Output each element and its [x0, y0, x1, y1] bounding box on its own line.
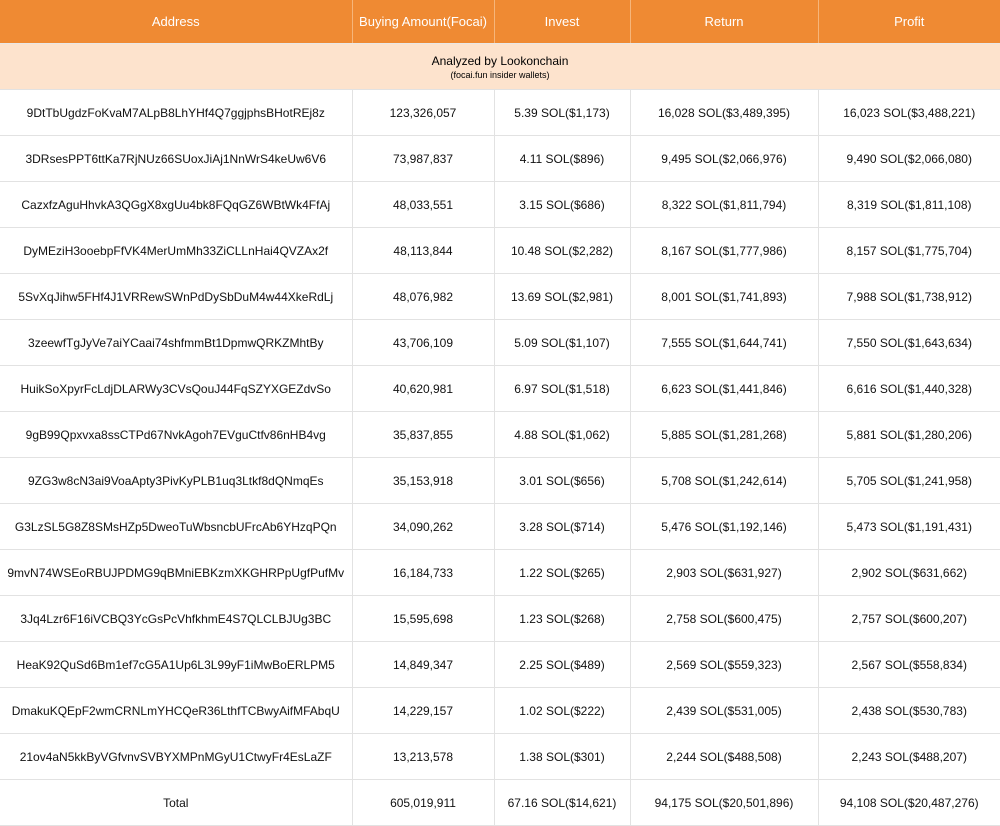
table-row [0, 458, 1000, 504]
cell-return: 5,476 SOL($1,192,146) [630, 504, 818, 550]
cell-return: 6,623 SOL($1,441,846) [630, 366, 818, 412]
header-row [0, 0, 1000, 44]
cell-return: 2,439 SOL($531,005) [630, 688, 818, 734]
analysis-note-row [0, 44, 1000, 90]
cell-buying-amount: 14,229,157 [352, 688, 494, 734]
cell-buying-amount: 48,076,982 [352, 274, 494, 320]
cell-buying-amount: 15,595,698 [352, 596, 494, 642]
cell-invest: 2.25 SOL($489) [494, 642, 630, 688]
cell-address: HuikSoXpyrFcLdjDLARWy3CVsQouJ44FqSZYXGEZdvSo [0, 366, 352, 412]
analysis-note-section [0, 44, 1000, 90]
table-row [0, 504, 1000, 550]
cell-return: 2,244 SOL($488,508) [630, 734, 818, 780]
cell-profit: 5,705 SOL($1,241,958) [818, 458, 1000, 504]
cell-invest: 1.38 SOL($301) [494, 734, 630, 780]
table-header [0, 0, 1000, 44]
table-row [0, 596, 1000, 642]
cell-buying-amount: 123,326,057 [352, 90, 494, 136]
cell-invest: 5.39 SOL($1,173) [494, 90, 630, 136]
table-row [0, 734, 1000, 780]
table-row [0, 136, 1000, 182]
table-row [0, 550, 1000, 596]
cell-profit: 2,243 SOL($488,207) [818, 734, 1000, 780]
cell-profit: 8,319 SOL($1,811,108) [818, 182, 1000, 228]
cell-invest: 1.22 SOL($265) [494, 550, 630, 596]
cell-profit: 2,757 SOL($600,207) [818, 596, 1000, 642]
cell-profit: 5,881 SOL($1,280,206) [818, 412, 1000, 458]
cell-address: 9gB99Qpxvxa8ssCTPd67NvkAgoh7EVguCtfv86nHB4vg [0, 412, 352, 458]
table-row [0, 320, 1000, 366]
cell-buying-amount: 14,849,347 [352, 642, 494, 688]
cell-profit: 9,490 SOL($2,066,080) [818, 136, 1000, 182]
cell-return: 8,322 SOL($1,811,794) [630, 182, 818, 228]
cell-address: 3DRsesPPT6ttKa7RjNUz66SUoxJiAj1NnWrS4keUw6V6 [0, 136, 352, 182]
cell-return: 5,708 SOL($1,242,614) [630, 458, 818, 504]
total-profit: 94,108 SOL($20,487,276) [818, 780, 1000, 826]
total-invest: 67.16 SOL($14,621) [494, 780, 630, 826]
header-address: Address [0, 0, 352, 44]
cell-buying-amount: 40,620,981 [352, 366, 494, 412]
cell-address: 9mvN74WSEoRBUJPDMG9qBMniEBKzmXKGHRPpUgfPufMv [0, 550, 352, 596]
cell-invest: 4.88 SOL($1,062) [494, 412, 630, 458]
header-buying-amount: Buying Amount(Focai) [352, 0, 494, 44]
table-body [0, 90, 1000, 826]
cell-buying-amount: 35,153,918 [352, 458, 494, 504]
cell-invest: 3.01 SOL($656) [494, 458, 630, 504]
cell-profit: 16,023 SOL($3,488,221) [818, 90, 1000, 136]
cell-profit: 6,616 SOL($1,440,328) [818, 366, 1000, 412]
cell-address: 5SvXqJihw5FHf4J1VRRewSWnPdDySbDuM4w44XkeRdLj [0, 274, 352, 320]
cell-buying-amount: 73,987,837 [352, 136, 494, 182]
cell-invest: 5.09 SOL($1,107) [494, 320, 630, 366]
cell-return: 9,495 SOL($2,066,976) [630, 136, 818, 182]
cell-profit: 5,473 SOL($1,191,431) [818, 504, 1000, 550]
cell-address: DyMEziH3ooebpFfVK4MerUmMh33ZiCLLnHai4QVZAx2f [0, 228, 352, 274]
cell-invest: 13.69 SOL($2,981) [494, 274, 630, 320]
cell-address: 3Jq4Lzr6F16iVCBQ3YcGsPcVhfkhmE4S7QLCLBJUg3BC [0, 596, 352, 642]
table-row [0, 366, 1000, 412]
total-row [0, 780, 1000, 826]
cell-invest: 3.15 SOL($686) [494, 182, 630, 228]
cell-address: 3zeewfTgJyVe7aiYCaai74shfmmBt1DpmwQRKZMhtBy [0, 320, 352, 366]
cell-buying-amount: 16,184,733 [352, 550, 494, 596]
cell-return: 5,885 SOL($1,281,268) [630, 412, 818, 458]
cell-return: 8,001 SOL($1,741,893) [630, 274, 818, 320]
cell-profit: 7,550 SOL($1,643,634) [818, 320, 1000, 366]
header-profit: Profit [818, 0, 1000, 44]
cell-address: 9ZG3w8cN3ai9VoaApty3PivKyPLB1uq3Ltkf8dQNmqEs [0, 458, 352, 504]
cell-buying-amount: 35,837,855 [352, 412, 494, 458]
cell-return: 16,028 SOL($3,489,395) [630, 90, 818, 136]
table-row [0, 90, 1000, 136]
cell-address: 21ov4aN5kkByVGfvnvSVBYXMPnMGyU1CtwyFr4EsLaZF [0, 734, 352, 780]
cell-return: 7,555 SOL($1,644,741) [630, 320, 818, 366]
cell-address: 9DtTbUgdzFoKvaM7ALpB8LhYHf4Q7ggjphsBHotREj8z [0, 90, 352, 136]
cell-buying-amount: 34,090,262 [352, 504, 494, 550]
cell-address: DmakuKQEpF2wmCRNLmYHCQeR36LthfTCBwyAifMFAbqU [0, 688, 352, 734]
cell-invest: 10.48 SOL($2,282) [494, 228, 630, 274]
cell-profit: 2,567 SOL($558,834) [818, 642, 1000, 688]
total-buying-amount: 605,019,911 [352, 780, 494, 826]
note-subtitle: (focai.fun insider wallets) [450, 69, 550, 80]
table-row [0, 228, 1000, 274]
cell-return: 2,569 SOL($559,323) [630, 642, 818, 688]
cell-invest: 1.02 SOL($222) [494, 688, 630, 734]
table-row [0, 274, 1000, 320]
table-row [0, 642, 1000, 688]
cell-address: CazxfzAguHhvkA3QGgX8xgUu4bk8FQqGZ6WBtWk4FfAj [0, 182, 352, 228]
cell-invest: 4.11 SOL($896) [494, 136, 630, 182]
cell-profit: 7,988 SOL($1,738,912) [818, 274, 1000, 320]
table-row [0, 182, 1000, 228]
cell-address: HeaK92QuSd6Bm1ef7cG5A1Up6L3L99yF1iMwBoERLPM5 [0, 642, 352, 688]
cell-profit: 8,157 SOL($1,775,704) [818, 228, 1000, 274]
cell-profit: 2,902 SOL($631,662) [818, 550, 1000, 596]
analysis-note [0, 44, 1000, 90]
cell-return: 8,167 SOL($1,777,986) [630, 228, 818, 274]
cell-buying-amount: 48,113,844 [352, 228, 494, 274]
total-label: Total [0, 780, 352, 826]
note-title: Analyzed by Lookonchain [431, 53, 569, 68]
cell-return: 2,903 SOL($631,927) [630, 550, 818, 596]
cell-invest: 3.28 SOL($714) [494, 504, 630, 550]
table-row [0, 688, 1000, 734]
header-return: Return [630, 0, 818, 44]
cell-buying-amount: 13,213,578 [352, 734, 494, 780]
cell-invest: 1.23 SOL($268) [494, 596, 630, 642]
table-row [0, 412, 1000, 458]
cell-address: G3LzSL5G8Z8SMsHZp5DweoTuWbsncbUFrcAb6YHzqPQn [0, 504, 352, 550]
header-invest: Invest [494, 0, 630, 44]
cell-buying-amount: 48,033,551 [352, 182, 494, 228]
cell-return: 2,758 SOL($600,475) [630, 596, 818, 642]
cell-invest: 6.97 SOL($1,518) [494, 366, 630, 412]
cell-buying-amount: 43,706,109 [352, 320, 494, 366]
total-return: 94,175 SOL($20,501,896) [630, 780, 818, 826]
cell-profit: 2,438 SOL($530,783) [818, 688, 1000, 734]
